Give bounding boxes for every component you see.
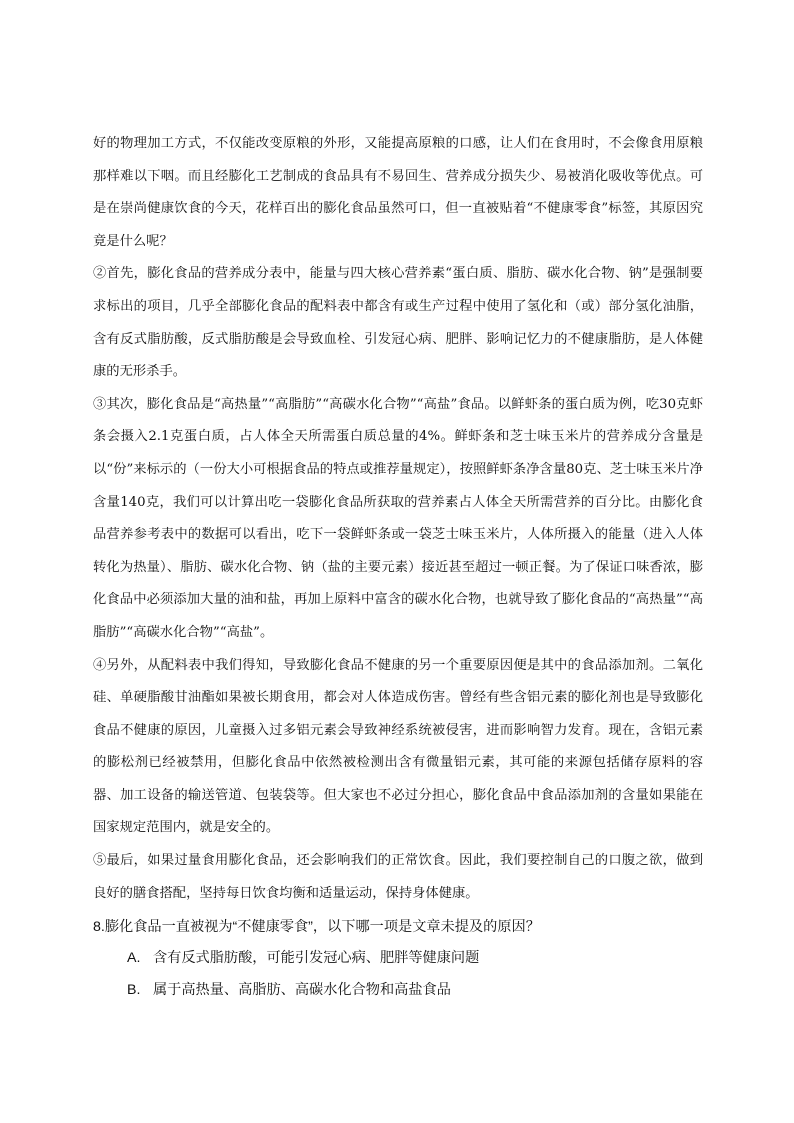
option-a-letter: A. [127, 950, 141, 966]
option-a-text: 含有反式脂肪酸，可能引发冠心病、肥胖等健康问题 [152, 950, 480, 966]
paragraph-5: ⑤最后，如果过量食用膨化食品，还会影响我们的正常饮食。因此，我们要控制自己的口腹之欲，做到良好的膳食搭配，坚持每日饮食均衡和适量运动，保持身体健康。 [93, 853, 703, 901]
paragraph-4: ④另外，从配料表中我们得知，导致膨化食品不健康的另一个重要原因便是其中的食品添加剂。二氧化硅、单硬脂酸甘油酯如果被长期食用，都会对人体造成伤害。曾经有些含铝元素的膨化剂也是导致膨化食品不健康的原因，儿童摄入过多铝元素会导致神经系统被侵害，进而影响智力发育。现在，含铝元素的膨松剂已经被禁用，但膨化食品中依然被检测出含有微量铝元素，其可能的来源包括储存原料的容器、加工设备的输送管道、包装袋等。但大家也不必过分担心，膨化食品中食品添加剂的含量如果能在国家规定范围内，就是安全的。 [93, 657, 703, 836]
option-b [93, 974, 713, 1006]
option-b-text: 属于高热量、高脂肪、高碳水化合物和高盐食品 [152, 982, 451, 998]
option-b-letter: B. [127, 982, 141, 998]
paragraph-3: ③其次，膨化食品是“高热量”“高脂肪”“高碳水化合物”“高盐”食品。以鲜虾条的蛋白质为例，吃30克虾条会摄入2.1克蛋白质，占人体全天所需蛋白质总量的4%。鲜虾条和芝士味玉米片的营养成分含量是以“份”来标示的（一份大小可根据食品的特点或推荐量规定），按照鲜虾条净含量80克、芝士味玉米片净含量140克，我们可以计算出吃一袋膨化食品所获取的营养素占人体全天所需营养的百分比。由膨化食品营养参考表中的数据可以看出，吃下一袋鲜虾条或一袋芝士味玉米片，人体所摄入的能量（进入人体转化为热量）、脂肪、碳水化合物、钠（盐的主要元素）接近甚至超过一顿正餐。为了保证口味香浓，膨化食品中必须添加大量的油和盐，再加上原料中富含的碳水化合物，也就导致了膨化食品的“高热量”“高脂肪”“高碳水化合物”“高盐”。 [93, 396, 703, 640]
question-8 [93, 912, 713, 1006]
paragraph-1: 好的物理加工方式，不仅能改变原粮的外形，又能提高原粮的口感，让人们在食用时，不会像食用原粮那样难以下咽。而且经膨化工艺制成的食品具有不易回生、营养成分损失少、易被消化吸收等优点。可是在崇尚健康饮食的今天，花样百出的膨化食品虽然可口，但一直被贴着“不健康零食”标签，其原因究竟是什么呢？ [93, 136, 703, 249]
option-a [93, 942, 713, 974]
article-body [93, 128, 703, 910]
question-stem: 8.膨化食品一直被视为“不健康零食”，以下哪一项是文章未提及的原因？ [93, 919, 540, 935]
paragraph-2: ②首先，膨化食品的营养成分表中，能量与四大核心营养素“蛋白质、脂肪、碳水化合物、钠”是强制要求标出的项目，几乎全部膨化食品的配料表中都含有或生产过程中使用了氢化和（或）部分氢化油脂，含有反式脂肪酸，反式脂肪酸是会导致血栓、引发冠心病、肥胖、影响记忆力的不健康脂肪，是人体健康的无形杀手。 [93, 266, 703, 380]
